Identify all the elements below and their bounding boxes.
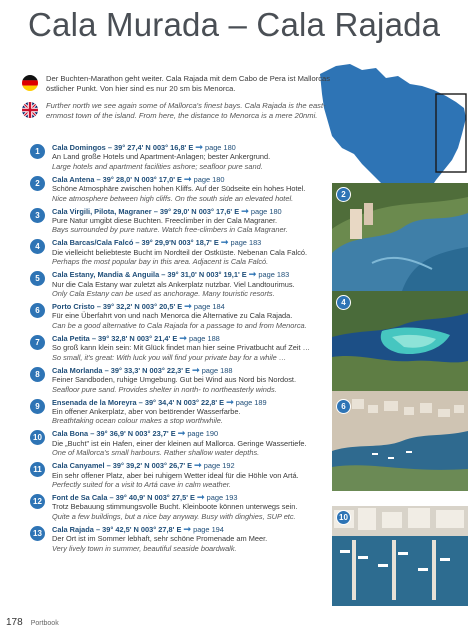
entry-heading: Cala Virgili, Pilota, Magraner – 39° 29,0' N 003° 17,6' E (52, 206, 240, 216)
photo-number-badge: 4 (336, 295, 351, 310)
entry-english: Seafloor pure sand. Provides shelter in north- to northeasterly winds. (52, 384, 277, 394)
entry-german: Pure Natur umgibt diese Buchten. Freeclimber in der Cala Magraner. (52, 216, 278, 226)
entry-german: So groß kann klein sein: Mit Glück findet man hier seine Privatbucht auf Zeit … (52, 343, 310, 353)
harbour-town-photo (332, 391, 468, 491)
entry-english: Large hotels and apartment facilities ashore; seafloor pure sand. (52, 161, 263, 171)
german-flag-icon (22, 75, 38, 91)
entry-german: Nur die Cala Estany war zuletzt als Ankerplatz nutzbar. Viel Landtourimus. (52, 279, 295, 289)
number-badge: 10 (30, 430, 45, 445)
photo-number-badge: 6 (336, 399, 351, 414)
arrow-right-icon: ➞ (184, 301, 192, 312)
entry-english: Quite a few buildings, but a nice bay anyway. Busy with dinghies, SUP etc. (52, 511, 296, 521)
entry-german: Schöne Atmosphäre zwischen hohen Kliffs. Auf der Südseite ein hohes Hotel. (52, 184, 306, 194)
page-reference-link[interactable]: page 180 (250, 206, 282, 216)
entry-english: Perhaps the most popular bay in this area. Adjacent is Cala Falcó. (52, 257, 269, 267)
entry-heading: Cala Estany, Mandia & Anguila – 39° 31,0' N 003° 19,1' E (52, 270, 247, 280)
arrow-right-icon: ➞ (179, 332, 187, 343)
list-item (30, 366, 328, 394)
list-item (30, 429, 328, 457)
number-badge: 7 (30, 335, 45, 350)
page-reference-link[interactable]: page 184 (193, 302, 225, 312)
entry-english: Very lively town in summer, beautiful seaside boardwalk. (52, 543, 237, 553)
arrow-right-icon: ➞ (183, 523, 192, 534)
entry-english: Only Cala Estany can be used as anchorage. Many touristic resorts. (52, 289, 275, 299)
entry-heading: Font de Sa Cala – 39° 40,9' N 003° 27,5' E (52, 492, 195, 502)
page-number: 178 (6, 617, 23, 628)
page-reference-link[interactable]: page 193 (206, 492, 238, 502)
intro-german (22, 74, 342, 94)
entry-german: Trotz Bebauung stimmungsvolle Bucht. Kleinboote können unterwegs sein. (52, 502, 298, 512)
page-reference-link[interactable]: page 183 (258, 270, 290, 280)
entry-english: One of Mallorca's small harbours. Rather shallow water depths. (52, 448, 260, 458)
arrow-right-icon: ➞ (195, 142, 203, 152)
number-badge: 11 (30, 462, 45, 477)
entry-heading: Porto Cristo – 39° 32,2' N 003° 20,5' E (52, 302, 183, 312)
entry-heading: Cala Antena – 39° 28,0' N 003° 17,0' E (52, 174, 182, 184)
list-item (30, 302, 328, 330)
page-reference-link[interactable]: page 180 (204, 143, 236, 152)
intro-german-text: Der Buchten-Marathon geht weiter. Cala Rajada mit dem Cabo de Pera ist Mallorcas östlicher Punkt. Von hier sind es nur 20 sm bis Menorca. (46, 74, 331, 93)
page-reference-link[interactable]: page 188 (201, 365, 233, 375)
list-item (30, 238, 328, 266)
number-badge: 9 (30, 399, 45, 414)
entry-heading: Cala Petita – 39° 32,8' N 003° 21,4' E (52, 333, 178, 343)
entry-english: So small, it's great: With luck you will find your private bay for a while … (52, 352, 287, 362)
number-badge: 13 (30, 526, 45, 541)
coastal-cliff-photo (332, 183, 468, 291)
entry-heading: Cala Canyamel – 39° 39,2' N 003° 26,7' E (52, 461, 193, 471)
arrow-right-icon: ➞ (192, 364, 200, 375)
intro-english (22, 101, 342, 121)
entry-german: Für eine Überfahrt von und nach Menorca die Alternative zu Cala Rajada. (52, 311, 293, 321)
number-badge: 2 (30, 176, 45, 191)
arrow-right-icon: ➞ (248, 269, 257, 280)
page-footer (6, 617, 59, 628)
entry-heading: Cala Domingos – 39° 27,4' N 003° 16,8' E (52, 143, 194, 152)
arrow-right-icon: ➞ (241, 205, 249, 216)
page-reference-link[interactable]: page 188 (188, 333, 220, 343)
list-item (30, 143, 328, 171)
number-badge: 6 (30, 303, 45, 318)
arrow-right-icon: ➞ (220, 237, 229, 248)
page-reference-link[interactable]: page 192 (203, 461, 235, 471)
entry-english: Nice atmosphere between high cliffs. On the south side an elevated hotel. (52, 193, 294, 203)
arrow-right-icon: ➞ (184, 173, 192, 184)
intro-english-text: Further north we see again some of Mallorca's finest bays. Cala Rajada is the east-ernmost town of the island. From here, the distance to Menorca is a mere 20nmi. (46, 101, 326, 120)
uk-flag-icon (22, 102, 38, 118)
entry-english: Bays surrounded by pure nature. Watch free-climbers in Cala Magraner. (52, 225, 288, 235)
list-item (30, 398, 328, 426)
marina-photo (332, 506, 468, 606)
entry-english: Can be a good alternative to Cala Rajada for a passage to and from Menorca. (52, 320, 307, 330)
list-item (30, 525, 328, 553)
number-badge: 1 (30, 144, 45, 159)
number-badge: 5 (30, 271, 45, 286)
page-reference-link[interactable]: page 189 (235, 397, 267, 407)
arrow-right-icon: ➞ (197, 491, 205, 502)
photo-number-badge: 10 (336, 510, 351, 525)
list-item (30, 461, 328, 489)
number-badge: 8 (30, 367, 45, 382)
list-item (30, 334, 328, 362)
entry-heading: Cala Rajada – 39° 42,5' N 003° 27,8' E (52, 524, 182, 534)
page-title: Cala Murada – Cala Rajada (28, 6, 441, 43)
page-reference-link[interactable]: page 180 (193, 174, 225, 184)
list-item (30, 493, 328, 521)
entry-heading: Cala Barcas/Cala Falcó – 39° 29,9'N 003° 18,7' E (52, 238, 219, 248)
entry-heading: Ensenada de la Moreyra – 39° 34,4' N 003° 22,8' E (52, 397, 225, 407)
entry-german: Feiner Sandboden, ruhige Umgebung. Gut bei Wind aus Nord bis Nordost. (52, 375, 297, 385)
arrow-right-icon: ➞ (177, 428, 186, 439)
bay-list (30, 143, 328, 557)
number-badge: 12 (30, 494, 45, 509)
page-reference-link[interactable]: page 194 (193, 524, 224, 534)
number-badge: 3 (30, 208, 45, 223)
page-reference-link[interactable]: page 190 (187, 429, 219, 439)
arrow-right-icon: ➞ (194, 460, 202, 471)
page-reference-link[interactable]: page 183 (230, 238, 262, 248)
photo-number-badge: 2 (336, 187, 351, 202)
entry-german: An Land große Hotels und Apartment-Anlagen; bester Ankergrund. (52, 152, 271, 162)
list-item (30, 207, 328, 235)
entry-heading: Cala Bona – 39° 36,9' N 003° 23,7' E (52, 429, 176, 439)
book-name: Portbook (30, 620, 59, 627)
entry-german: Ein offener Ankerplatz, aber von betörender Wasserfarbe. (52, 406, 241, 416)
entry-english: Breathtaking ocean colour makes a stop worthwhile. (52, 416, 223, 426)
turquoise-bay-photo (332, 291, 468, 391)
list-item (30, 270, 328, 298)
list-item (30, 175, 328, 203)
number-badge: 4 (30, 239, 45, 254)
entry-heading: Cala Morlanda – 39° 33,3' N 003° 22,3' E (52, 365, 191, 375)
entry-german: Die vielleicht beliebteste Bucht im Nordteil der Ostküste. Nebenan Cala Falcó. (52, 247, 308, 257)
entry-english: Perfectly suited for a visit to Artá cave in calm weather. (52, 479, 231, 489)
entry-german: Ein sehr offener Platz, aber bei ruhigem Wetter ideal für die Höhle von Artá. (52, 470, 299, 480)
arrow-right-icon: ➞ (226, 396, 234, 407)
entry-german: Die „Bucht" ist ein Hafen, einer der kleinen auf Mallorca. Geringe Wassertiefe. (52, 438, 307, 448)
entry-german: Der Ort ist im Sommer lebhaft, sehr schöne Promenade am Meer. (52, 534, 268, 544)
